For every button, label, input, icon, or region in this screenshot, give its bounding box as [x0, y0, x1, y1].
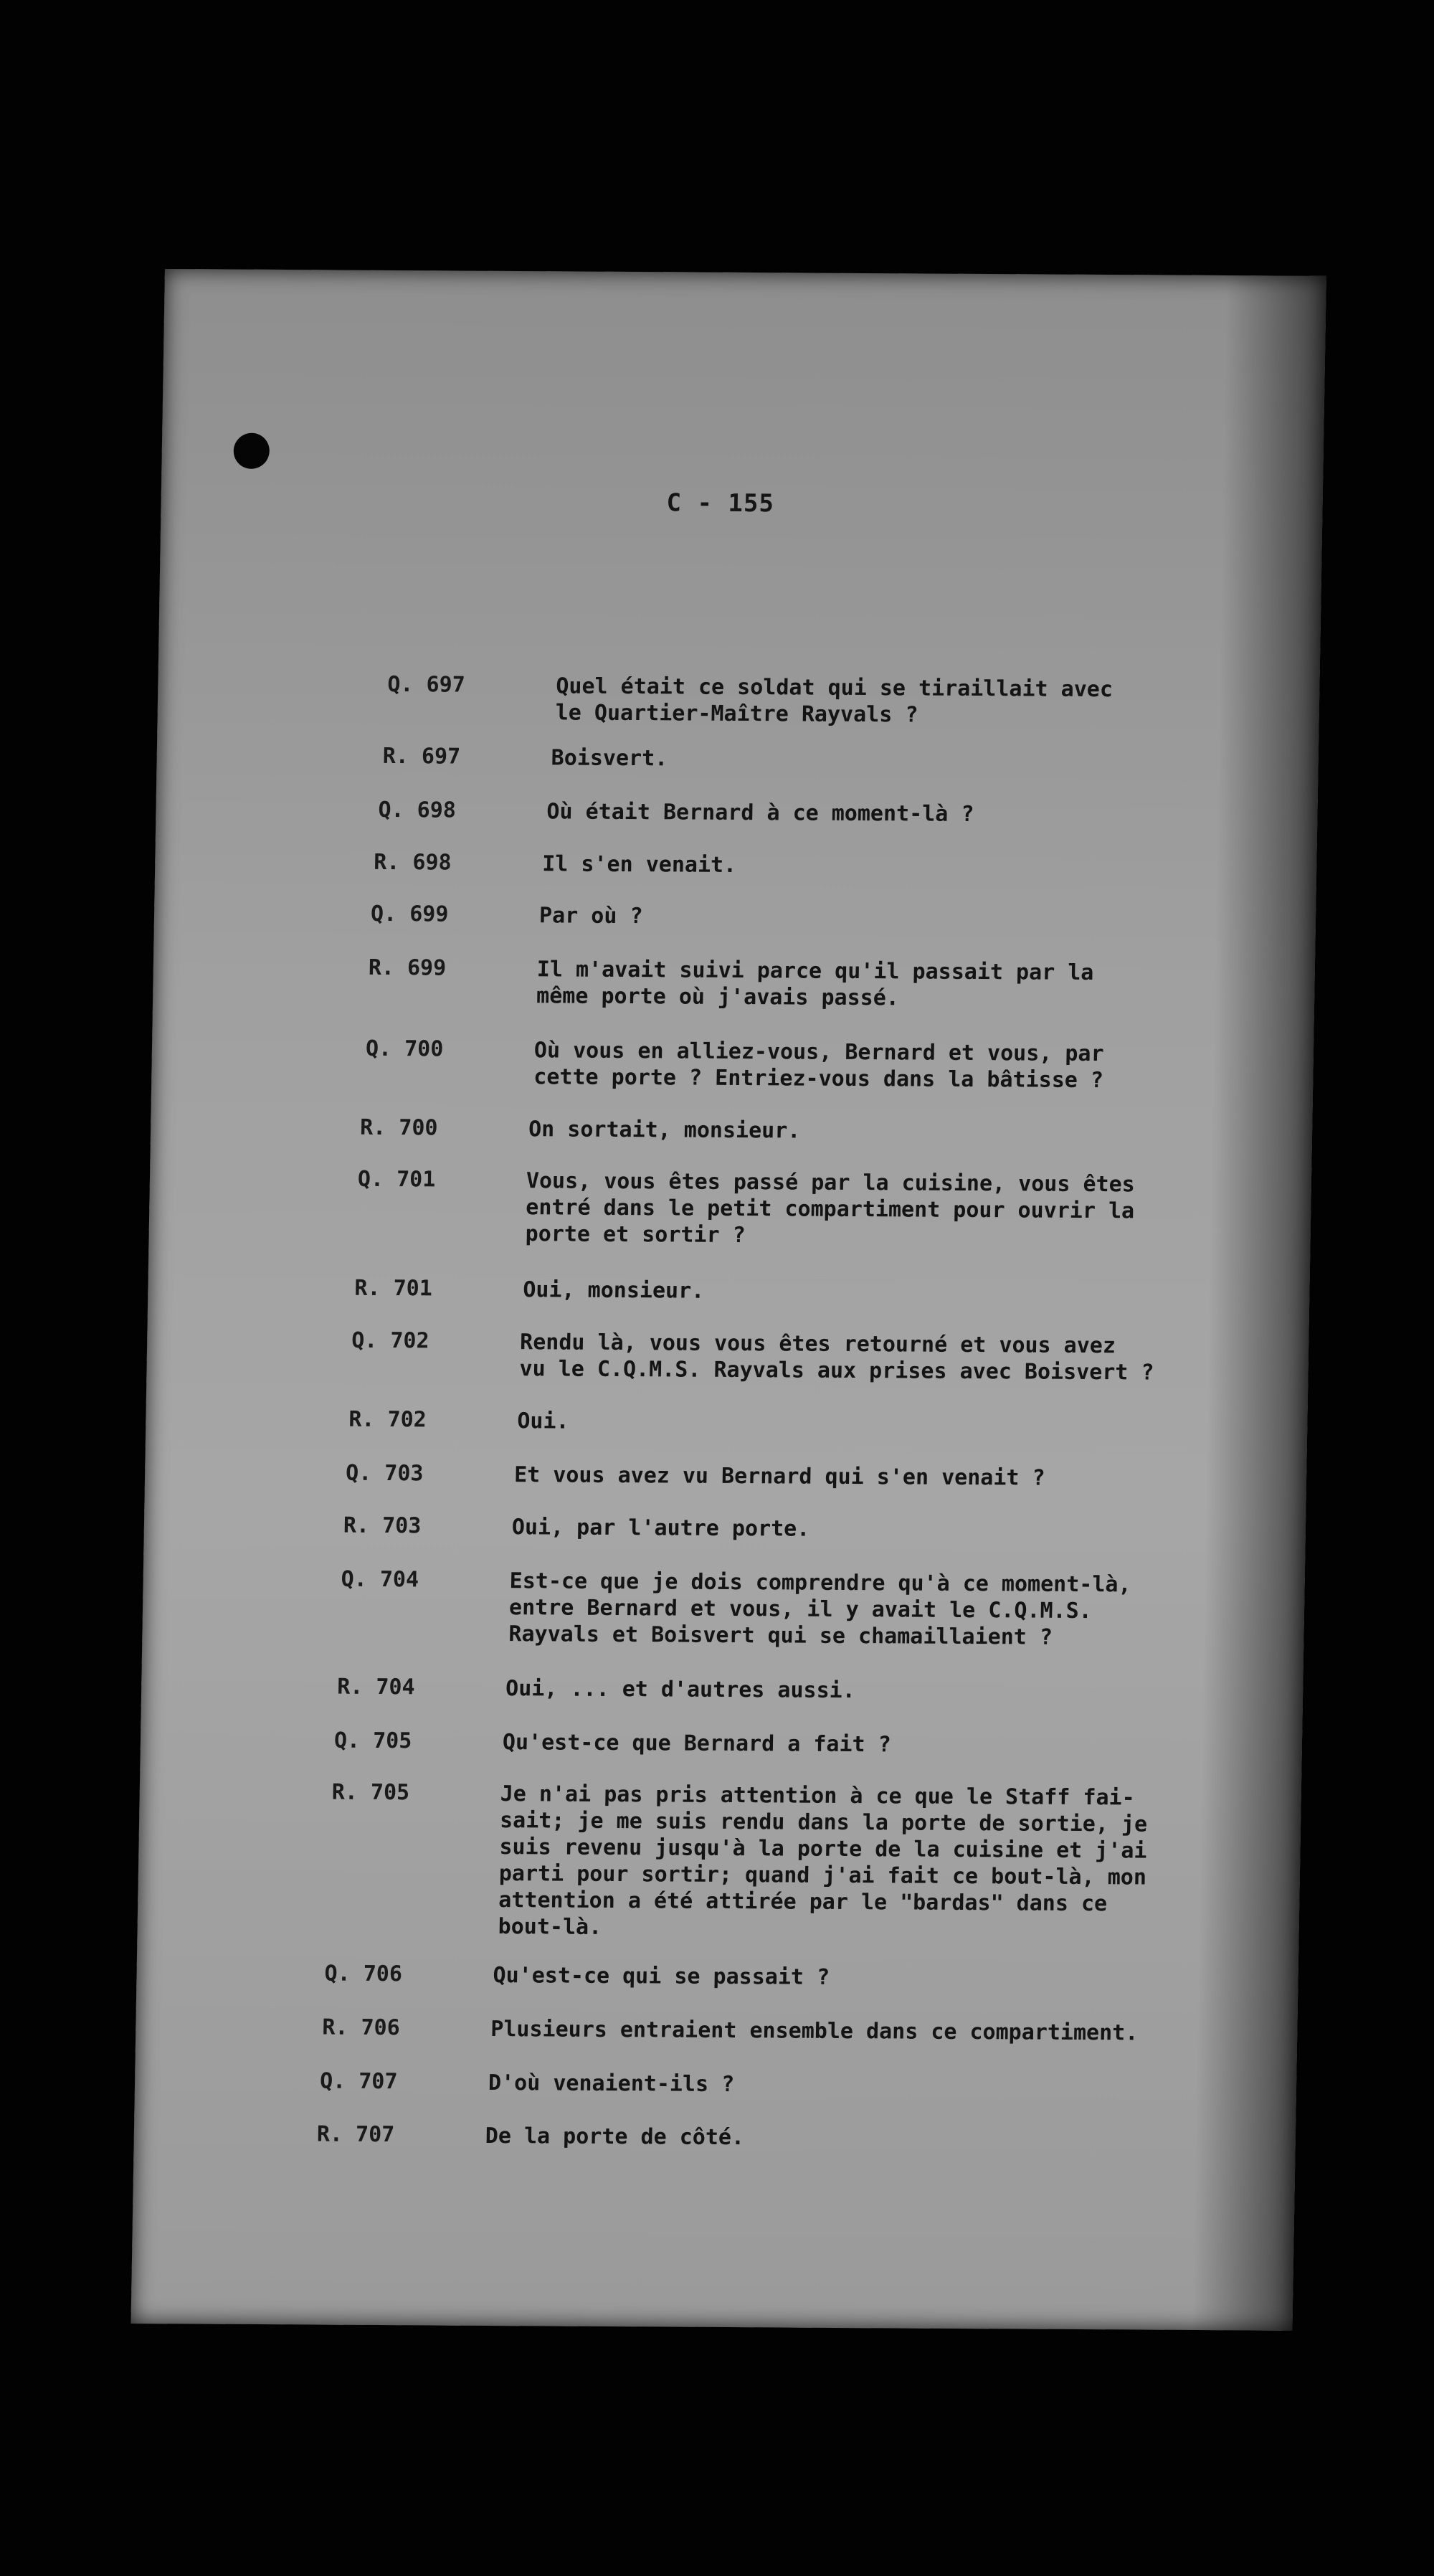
- entry-text: Oui.: [517, 1408, 569, 1434]
- entry-text: Oui, monsieur.: [523, 1277, 705, 1304]
- entry-text: Est-ce que je dois comprendre qu'à ce moment-là, entre Bernard et vous, il y avait le C.Q.M.S. Rayvals et Boisvert qui se chamaillaient ?: [508, 1568, 1131, 1650]
- entry-label: R. 704: [336, 1674, 415, 1700]
- entry-label: R. 699: [368, 955, 447, 981]
- entry-text: Où était Bernard à ce moment-là ?: [546, 799, 974, 827]
- entry-label: Q. 705: [333, 1728, 412, 1754]
- entry-label: R. 705: [331, 1779, 410, 1806]
- entry-label: Q. 697: [387, 671, 466, 698]
- entry-text: Vous, vous êtes passé par la cuisine, vous êtes entré dans le petit compartiment pour ouvrir la porte et sortir ?: [525, 1168, 1136, 1249]
- page-number: C - 155: [666, 488, 775, 518]
- entry-text: On sortait, monsieur.: [528, 1117, 801, 1144]
- entry-label: R. 702: [348, 1406, 427, 1433]
- entry-text: Et vous avez vu Bernard qui s'en venait ?: [513, 1462, 1045, 1491]
- entry-text: Où vous en alliez-vous, Bernard et vous, par cette porte ? Entriez-vous dans la bâtisse ?: [533, 1038, 1104, 1094]
- entry-label: R. 698: [373, 849, 452, 876]
- entry-label: Q. 706: [324, 1961, 403, 1987]
- entry-label: R. 707: [316, 2121, 395, 2148]
- entry-text: Oui, ... et d'autres aussi.: [505, 1676, 856, 1704]
- entry-text: Il s'en venait.: [541, 851, 737, 878]
- entry-label: Q. 700: [365, 1036, 444, 1062]
- entry-label: R. 700: [359, 1114, 438, 1141]
- entry-text: Plusieurs entraient ensemble dans ce compartiment.: [490, 2016, 1139, 2046]
- entry-text: Par où ?: [538, 903, 643, 929]
- entry-label: Q. 702: [351, 1327, 429, 1354]
- entry-label: R. 706: [322, 2014, 401, 2041]
- transcript-entries: [130, 269, 1326, 2331]
- entry-label: R. 701: [354, 1275, 433, 1302]
- entry-text: Qu'est-ce qui se passait ?: [493, 1962, 830, 1990]
- entry-label: Q. 701: [357, 1166, 436, 1193]
- entry-label: R. 697: [382, 743, 461, 770]
- entry-label: Q. 699: [370, 901, 449, 927]
- entry-text: Quel était ce soldat qui se tiraillait avec le Quartier-Maître Rayvals ?: [555, 673, 1114, 728]
- entry-label: Q. 698: [378, 797, 457, 823]
- entry-text: Oui, par l'autre porte.: [511, 1515, 810, 1542]
- entry-label: R. 703: [343, 1512, 422, 1539]
- entry-text: Boisvert.: [551, 745, 668, 772]
- entry-label: Q. 703: [345, 1460, 424, 1487]
- document-page: [130, 269, 1326, 2331]
- entry-text: Il m'avait suivi parce qu'il passait par la même porte où j'avais passé.: [536, 957, 1094, 1011]
- entry-text: De la porte de côté.: [485, 2123, 745, 2151]
- entry-label: Q. 707: [319, 2068, 398, 2095]
- entry-text: D'où venaient-ils ?: [488, 2070, 735, 2098]
- entry-text: Je n'ai pas pris attention à ce que le Staff fai- sait; je me suis rendu dans la porte de sortie, je suis revenu jusqu'à la porte de la cuisine et j'ai parti pour sortir; quand j'ai fait ce bout-là, mon attention a été attirée par le "bardas" dans ce bout-là.: [498, 1781, 1148, 1940]
- entry-text: Rendu là, vous vous êtes retourné et vous avez vu le C.Q.M.S. Rayvals aux prises avec Boisvert ?: [519, 1330, 1154, 1386]
- entry-text: Qu'est-ce que Bernard a fait ?: [502, 1730, 892, 1758]
- entry-label: Q. 704: [341, 1566, 419, 1593]
